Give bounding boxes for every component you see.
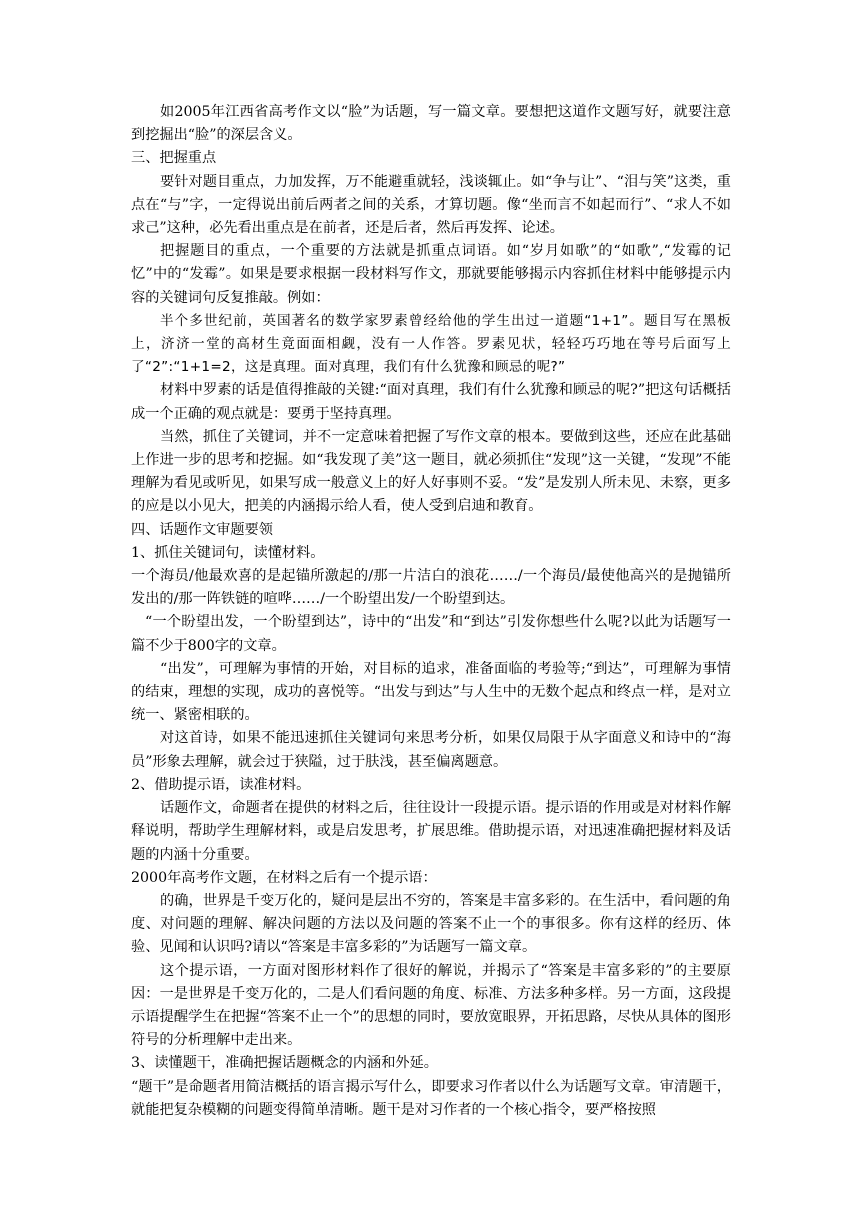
paragraph: 如2005年江西省高考作文以“脸”为话题，写一篇文章。要想把这道作文题写好，就要注意到挖掘出“脸”的深层含义。 xyxy=(131,104,731,144)
section-heading: 四、话题作文审题要领 xyxy=(131,521,273,538)
document-page xyxy=(131,101,731,1122)
paragraph: “一个盼望出发，一个盼望到达”，诗中的“出发”和“到达”引发你想些什么呢?以此为话题写一篇不少于800字的文章。 xyxy=(131,614,731,654)
paragraph: 材料中罗素的话是值得推敲的关键:“面对真理，我们有什么犹豫和顾忌的呢?”把这句话概括成一个正确的观点就是：要勇于坚持真理。 xyxy=(131,382,731,422)
subsection-heading: 2、借助提示语，读准材料。 xyxy=(131,776,311,793)
subsection-heading: 3、读懂题干，准确把握话题概念的内涵和外延。 xyxy=(131,1055,438,1072)
paragraph: 把握题目的重点，一个重要的方法就是抓重点词语。如“岁月如歌”的“如歌”,“发霉的记忆”中的“发霉”。如果是要求根据一段材料写作文，那就要能够揭示内容抓住材料中能够提示内容的关键词句反复推敲。例如： xyxy=(131,243,731,306)
paragraph: 这个提示语，一方面对图形材料作了很好的解说，并揭示了“答案是丰富多彩的”的主要原因：一是世界是千变万化的，二是人们看问题的角度、标准、方法多种多样。另一方面，这段提示语提醒学生在把握“答案不止一个”的思想的同时，要放宽眼界，开拓思路，尽快从具体的图形符号的分析理解中走出来。 xyxy=(131,962,731,1049)
quoted-material: 半个多世纪前，英国著名的数学家罗素曾经给他的学生出过一道题“1+1”。题目写在黑板上，济济一堂的高材生竟面面相觑，没有一人作答。罗素见状，轻轻巧巧地在等号后面写上了“2”:“1+1=2，这是真理。面对真理，我们有什么犹豫和顾忌的呢?” xyxy=(131,312,731,376)
paragraph: 的确，世界是千变万化的，疑问是层出不穷的，答案是丰富多彩的。在生活中，看问题的角度、对问题的理解、解决问题的方法以及问题的答案不止一个的事很多。你有这样的经历、体验、见闻和认识吗?请以“答案是丰富多彩的”为话题写一篇文章。 xyxy=(131,892,731,956)
paragraph: 当然，抓住了关键词，并不一定意味着把握了写作文章的根本。要做到这些，还应在此基础上作进一步的思考和挖掘。如“我发现了美”这一题目，就必须抓住“发现”这一关键，“发现”不能理解为看见或听见，如果写成一般意义上的好人好事则不妥。“发”是发别人所未见、未察，更多的应是以小见大，把美的内涵揭示给人看，使人受到启迪和教育。 xyxy=(131,428,731,515)
paragraph: “题干”是命题者用简洁概括的语言揭示写什么，即要求习作者以什么为话题写文章。审清题干，就能把复杂模糊的问题变得简单清晰。题干是对习作者的一个核心指令，要严格按照 xyxy=(131,1078,731,1118)
subsection-heading: 1、抓住关键词句，读懂材料。 xyxy=(131,544,325,561)
paragraph: 要针对题目重点，力加发挥，万不能避重就轻，浅谈辄止。如“争与让”、“泪与笑”这类，重点在“与”字，一定得说出前后两者之间的关系，才算切题。像“坐而言不如起而行”、“求人不如求己”这种，必先看出重点是在前者，还是后者，然后再发挥、论述。 xyxy=(131,173,731,237)
section-heading: 三、把握重点 xyxy=(131,150,217,167)
paragraph: “出发”，可理解为事情的开始，对目标的追求，准备面临的考验等;“到达”，可理解为事情的结束，理想的实现，成功的喜悦等。“出发与到达”与人生中的无数个起点和终点一样，是对立统一、紧密相联的。 xyxy=(131,660,731,724)
paragraph: 对这首诗，如果不能迅速抓住关键词句来思考分析，如果仅局限于从字面意义和诗中的“海员”形象去理解，就会过于狭隘，过于肤浅，甚至偏离题意。 xyxy=(131,730,731,770)
paragraph: 一个海员/他最欢喜的是起锚所激起的/那一片洁白的浪花……/一个海员/最使他高兴的是抛锚所发出的/那一阵铁链的喧哗……/一个盼望出发/一个盼望到达。 xyxy=(131,568,731,608)
paragraph: 2000年高考作文题，在材料之后有一个提示语： xyxy=(131,869,437,886)
paragraph: 话题作文，命题者在提供的材料之后，往往设计一段提示语。提示语的作用或是对材料作解释说明，帮助学生理解材料，或是启发思考，扩展思维。借助提示语，对迅速准确把握材料及话题的内涵十分重要。 xyxy=(131,800,731,863)
